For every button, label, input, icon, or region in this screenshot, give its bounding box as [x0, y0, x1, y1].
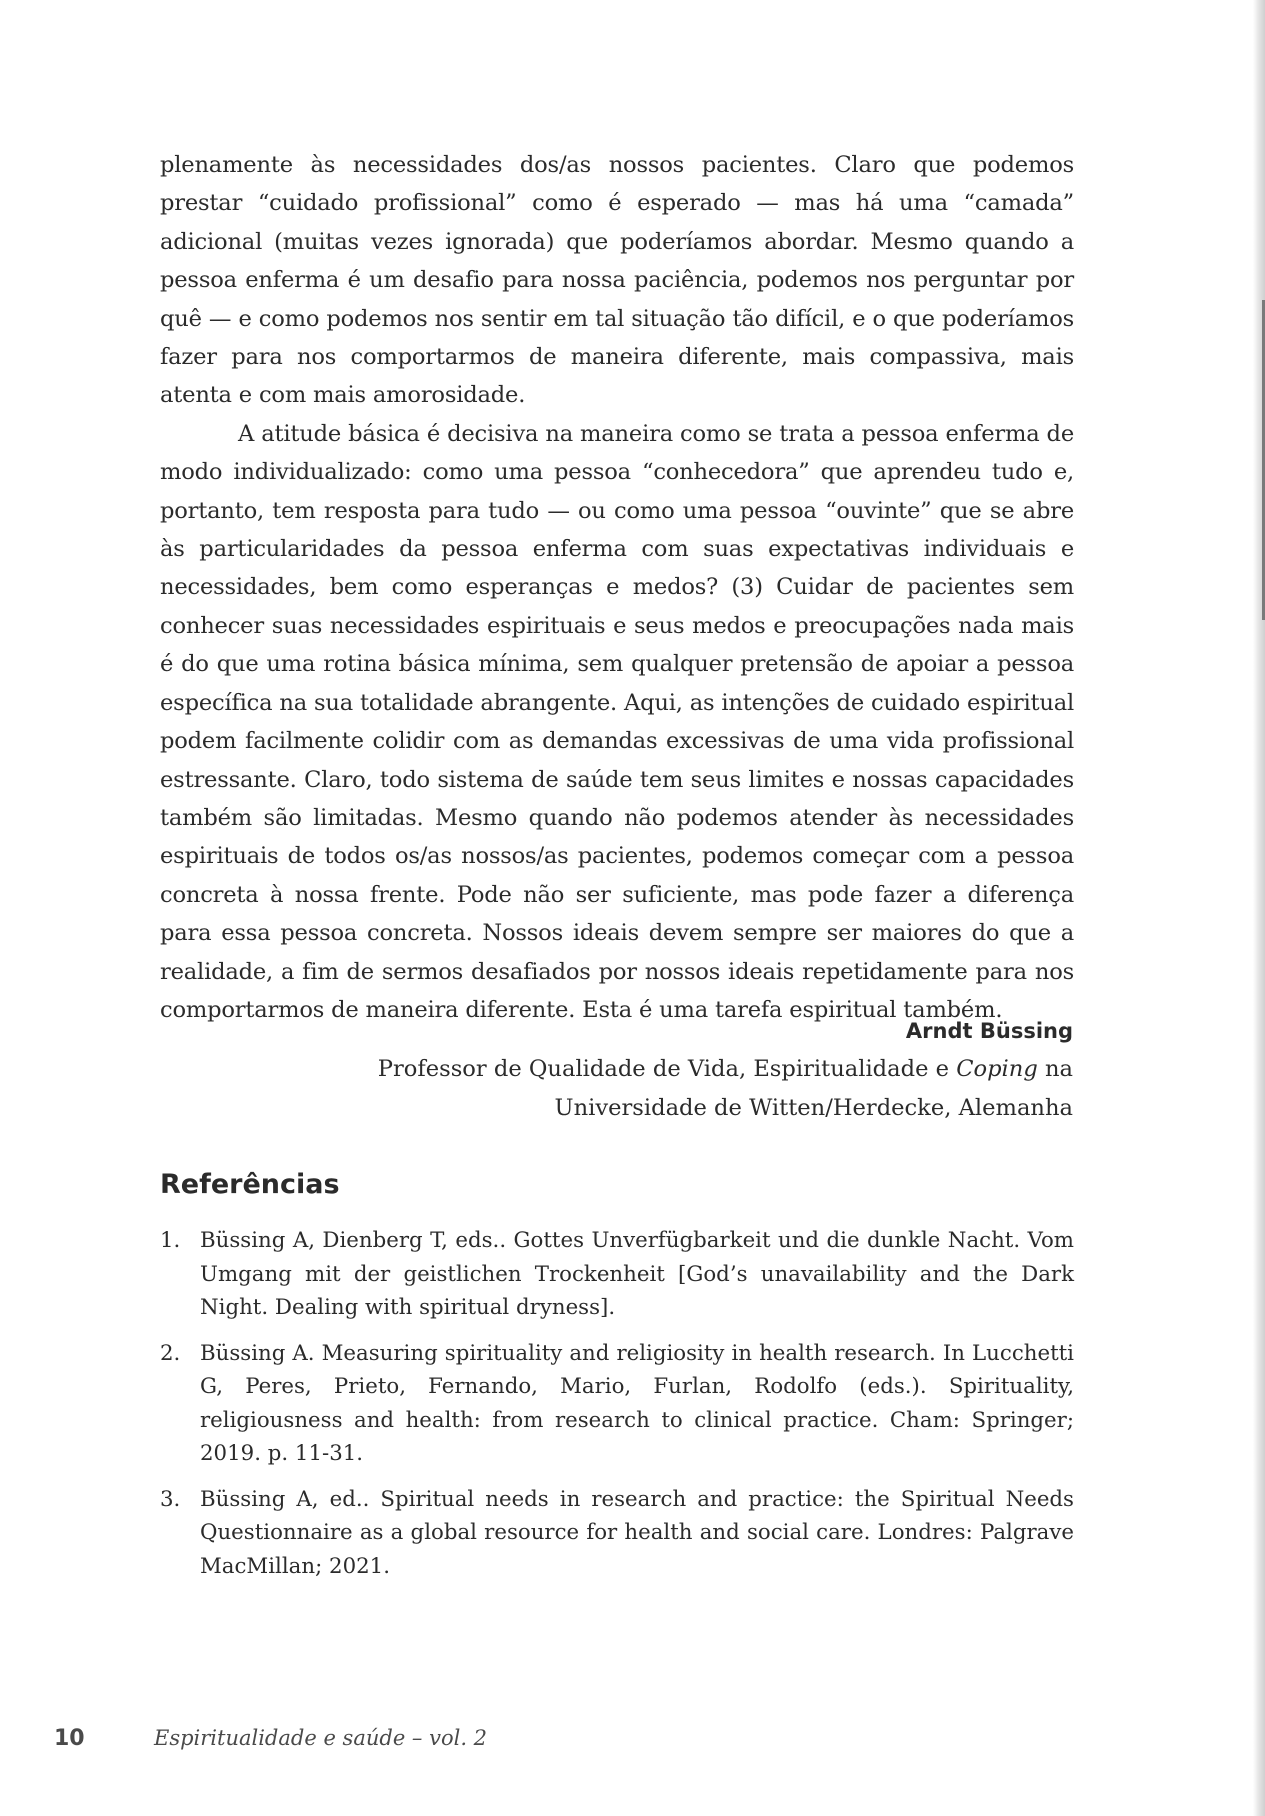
- reference-number: 1.: [160, 1228, 181, 1253]
- page-footer: [54, 1726, 488, 1751]
- reference-text: Büssing A. Measuring spirituality and religiosity in health research. In Lucchetti G, Peres, Prieto, Fernando, Mario, Furlan, Rodolfo (eds.). Spirituality, religiousness and health: from research to clinical practice. Cham: Springer; 2019. p. 11-31.: [200, 1340, 1074, 1466]
- reference-item: [160, 1337, 1074, 1471]
- author-role: [159, 1050, 1073, 1088]
- reference-item: [160, 1224, 1074, 1325]
- reference-number: 3.: [160, 1486, 181, 1512]
- author-role-italic: Coping: [956, 1056, 1038, 1083]
- page-edge: [1253, 0, 1265, 1816]
- reference-number: 2.: [160, 1340, 181, 1366]
- reference-item: [160, 1483, 1074, 1584]
- reference-text: Büssing A, ed.. Spiritual needs in research and practice: the Spiritual Needs Questionnaire as a global resource for health and social care. Londres: Palgrave MacMillan; 2021.: [200, 1486, 1074, 1579]
- running-title: Espiritualidade e saúde – vol. 2: [154, 1726, 488, 1750]
- author-institution: Universidade de Witten/Herdecke, Alemanha: [554, 1094, 1073, 1121]
- author-role-suffix: na: [1037, 1056, 1073, 1083]
- author-name: Arndt Büssing: [905, 1019, 1073, 1043]
- reference-text: Büssing A, Dienberg T, eds.. Gottes Unverfügbarkeit und die dunkle Nacht. Vom Umgang mit der geistlichen Trockenheit [God’s unavailability and the Dark Night. Dealing with spiritual dryness].: [200, 1228, 1074, 1320]
- body-paragraph-1: plenamente às necessidades dos/as nossos pacientes. Claro que podemos prestar “cuidado profissional” como é esperado — mas há uma “camada” adicional (muitas vezes ignorada) que poderíamos abordar. Mesmo quando a pessoa enferma é um desafio para nossa paciência, podemos nos perguntar por quê — e como podemos nos sentir em tal situação tão difícil, e o que poderíamos fazer para nos comportarmos de maneira diferente, mais compassiva, mais atenta e com mais amorosidade.: [160, 152, 1074, 409]
- body-text: [160, 146, 1074, 1029]
- page-number: 10: [54, 1726, 85, 1751]
- references-heading: Referências: [160, 1169, 340, 1200]
- references-list: [160, 1224, 1074, 1595]
- body-paragraph-2: A atitude básica é decisiva na maneira como se trata a pessoa enferma de modo individualizado: como uma pessoa “conhecedora” que aprendeu tudo e, portanto, tem resposta para tudo — ou como uma pessoa “ouvinte” que se abre às particularidades da pessoa enferma com suas expectativas individuais e necessidades, bem como esperanças e medos? (3) Cuidar de pacientes sem conhecer suas necessidades espirituais e seus medos e preocupações nada mais é do que uma rotina básica mínima, sem qualquer pretensão de apoiar a pessoa específica na sua totalidade abrangente. Aqui, as intenções de cuidado espiritual podem facilmente colidir com as demandas excessivas de uma vida profissional estressante. Claro, todo sistema de saúde tem seus limites e nossas capacidades também são limitadas. Mesmo quando não podemos atender às necessidades espirituais de todos os/as nossos/as pacientes, podemos começar com a pessoa concreta à nossa frente. Pode não ser suficiente, mas pode fazer a diferença para essa pessoa concreta. Nossos ideais devem sempre ser maiores do que a realidade, a fim de sermos desafiados por nossos ideais repetidamente para nos comportarmos de maneira diferente. Esta é uma tarefa espiritual também.: [160, 420, 1074, 1023]
- author-role-text: Professor de Qualidade de Vida, Espiritualidade e: [377, 1056, 957, 1083]
- author-signature: [159, 1012, 1073, 1127]
